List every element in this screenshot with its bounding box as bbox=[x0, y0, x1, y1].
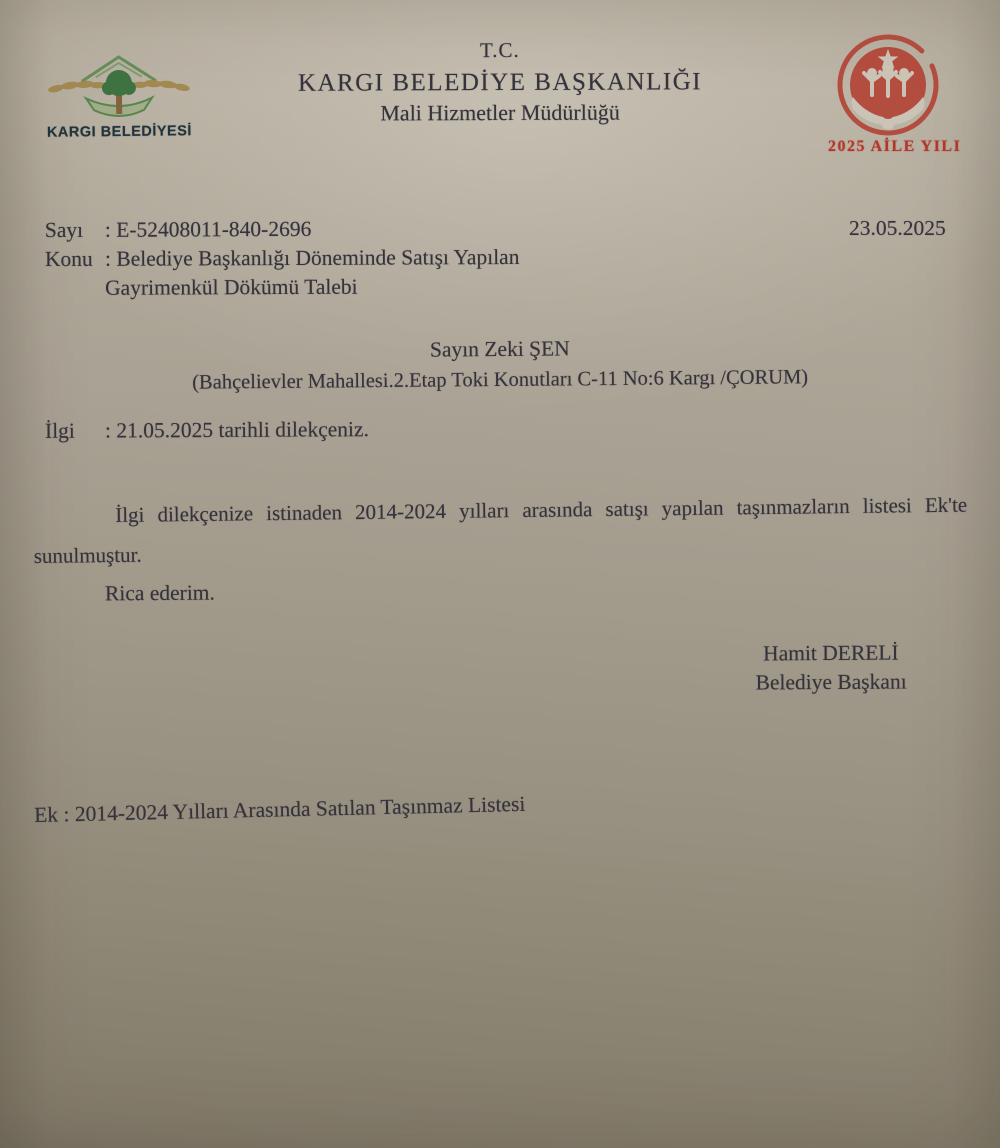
konu-value-line2: Gayrimenkül Dökümü Talebi bbox=[105, 274, 358, 300]
reference-block bbox=[45, 214, 520, 303]
body-paragraph: İlgi dilekçenize istinaden 2014-2024 yılları arasında satışı yapılan taşınmazların listesi Ek'te sunulmuştur. bbox=[33, 492, 968, 568]
recipient-address: (Bahçelievler Mahallesi.2.Etap Toki Konutları C-11 No:6 Kargı /ÇORUM) bbox=[192, 366, 809, 394]
konu-value-line1: : Belediye Başkanlığı Döneminde Satışı Yapılan bbox=[104, 244, 520, 271]
aile-yili-emblem bbox=[828, 33, 962, 156]
sayi-row bbox=[45, 214, 520, 245]
konu-label: Konu bbox=[44, 246, 93, 272]
signer-title: Belediye Başkanı bbox=[755, 668, 907, 695]
document-date: 23.05.2025 bbox=[849, 216, 946, 240]
konu-row bbox=[45, 243, 520, 274]
signer-name: Hamit DERELİ bbox=[763, 640, 899, 666]
ilgi-value: : 21.05.2025 tarihli dilekçeniz. bbox=[104, 417, 369, 443]
aile-yili-label: 2025 AİLE YILI bbox=[828, 138, 962, 155]
letterhead-tc: T.C. bbox=[479, 37, 520, 63]
ilgi-row bbox=[45, 417, 369, 444]
recipient-name: Sayın Zeki ŞEN bbox=[429, 336, 570, 362]
sayi-label: Sayı bbox=[44, 217, 84, 243]
closing-line: Rica ederim. bbox=[104, 580, 215, 606]
sayi-value: : E-52408011-840-2696 bbox=[104, 216, 312, 242]
signature-block bbox=[700, 638, 962, 697]
recipient-block bbox=[0, 333, 1000, 397]
letterhead-department: Mali Hizmetler Müdürlüğü bbox=[380, 99, 620, 126]
family-icon bbox=[864, 65, 912, 97]
attachment-line: Ek : 2014-2024 Yılları Arasında Satılan Taşınmaz Listesi bbox=[34, 791, 526, 827]
letterhead-organization: KARGI BELEDİYE BAŞKANLIĞI bbox=[297, 68, 703, 97]
kargi-belediyesi-label: KARGI BELEDİYESİ bbox=[46, 123, 192, 141]
aile-yili-emblem-icon bbox=[835, 33, 941, 137]
ilgi-label: İlgi bbox=[44, 418, 75, 443]
